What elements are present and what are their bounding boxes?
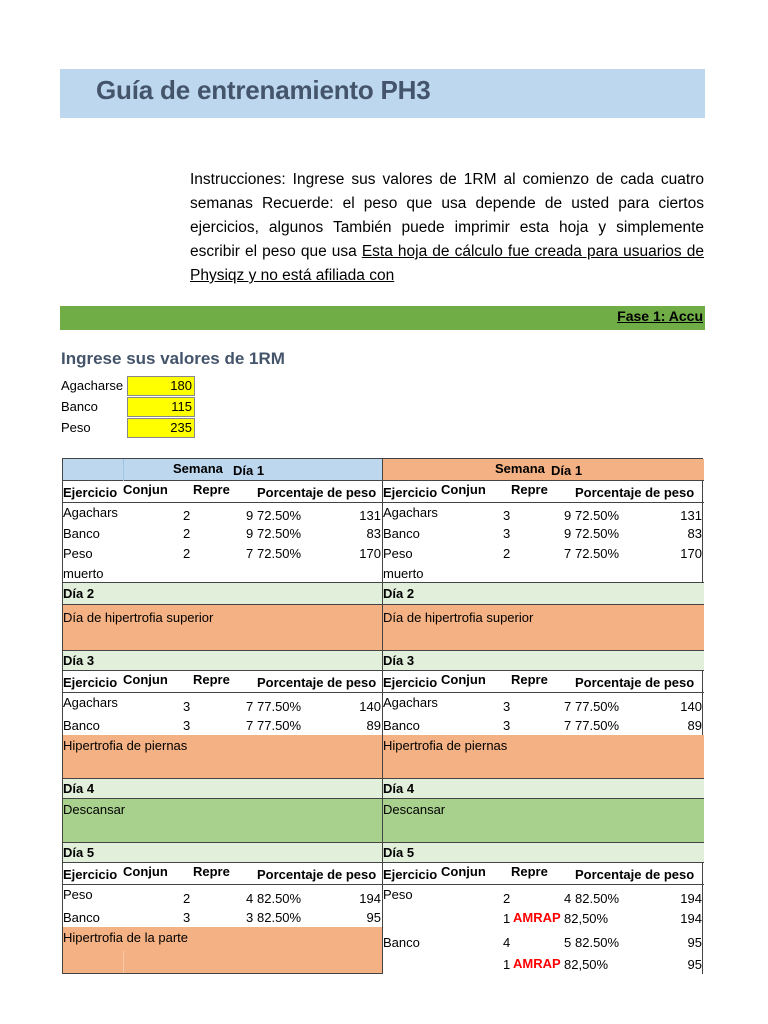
weight: 194 — [680, 891, 702, 906]
column-headers — [383, 671, 704, 693]
percent: 82.50% — [257, 891, 302, 906]
day-label: Día 3 — [383, 653, 415, 668]
table-row — [63, 885, 382, 907]
weight: 131 — [680, 508, 702, 523]
percent: 72.50% — [257, 546, 302, 561]
percent: 82,50% — [564, 911, 609, 926]
header-conjun: Conjun — [123, 864, 168, 879]
rm-label: Banco — [61, 399, 98, 414]
rm-row-bench — [61, 397, 201, 417]
weight: 170 — [359, 546, 381, 561]
table-row — [383, 931, 704, 953]
weight: 83 — [366, 526, 381, 541]
header-conjun: Conjun — [123, 482, 168, 497]
semana-label: Semana — [173, 461, 223, 476]
day-header — [63, 651, 382, 671]
note-text: Descansar — [383, 802, 446, 817]
header-porcentaje: Porcentaje de peso — [257, 675, 377, 690]
sets: 3 — [183, 910, 191, 925]
note-text: Día de hipertrofia superior — [383, 610, 534, 625]
header-ejercicio: Ejercicio — [383, 675, 438, 690]
reps: 7 — [246, 699, 254, 714]
day-label: Día 1 — [551, 463, 583, 478]
table-row — [63, 907, 382, 927]
note-text: Hipertrofia de la parte — [63, 930, 189, 945]
header-repre: Repre — [193, 864, 230, 879]
header-ejercicio: Ejercicio — [63, 867, 118, 882]
reps: 4 — [564, 891, 572, 906]
header-repre: Repre — [511, 864, 548, 879]
day-header — [383, 779, 704, 799]
header-porcentaje: Porcentaje de peso — [575, 485, 695, 500]
phase-label: Fase 1: Accu — [617, 308, 703, 324]
reps: 4 — [246, 891, 254, 906]
table-row — [63, 543, 382, 583]
day-note — [63, 927, 382, 974]
day-label: Día 4 — [63, 781, 95, 796]
week-column-left — [63, 459, 383, 974]
exercise: Agachars — [63, 505, 118, 520]
percent: 77.50% — [575, 699, 620, 714]
reps: 9 — [564, 508, 572, 523]
sets: 1 — [503, 911, 511, 926]
reps: 7 — [246, 546, 254, 561]
percent: 72.50% — [575, 526, 620, 541]
week-column-right — [383, 459, 704, 974]
header-ejercicio: Ejercicio — [63, 485, 118, 500]
day-note — [63, 735, 382, 779]
day-note — [63, 605, 382, 651]
rm-label: Agacharse — [61, 378, 124, 393]
rm-row-deadlift — [61, 418, 201, 438]
weight: 95 — [687, 935, 702, 950]
note-text: Día de hipertrofia superior — [63, 610, 214, 625]
weight: 140 — [680, 699, 702, 714]
sets: 3 — [503, 699, 511, 714]
table-row — [63, 523, 382, 543]
exercise: Banco — [63, 526, 100, 541]
weight: 83 — [687, 526, 702, 541]
percent: 82,50% — [564, 957, 609, 972]
column-headers — [383, 863, 704, 885]
sets: 2 — [503, 891, 511, 906]
exercise-cont: muerto — [63, 566, 104, 581]
percent: 72.50% — [575, 546, 620, 561]
header-repre: Repre — [511, 672, 548, 687]
percent: 72.50% — [257, 526, 302, 541]
instructions-paragraph — [190, 168, 704, 288]
sets: 1 — [503, 957, 511, 972]
reps: 5 — [564, 935, 572, 950]
percent: 72.50% — [257, 508, 302, 523]
header-repre: Repre — [193, 672, 230, 687]
header-conjun: Conjun — [123, 672, 168, 687]
header-conjun: Conjun — [441, 864, 486, 879]
day-label: Día 3 — [63, 653, 95, 668]
header-repre: Repre — [193, 482, 230, 497]
column-headers — [383, 481, 704, 503]
day-header — [383, 843, 704, 863]
header-ejercicio: Ejercicio — [383, 485, 438, 500]
exercise: Banco — [63, 910, 100, 925]
reps: 3 — [246, 910, 254, 925]
table-row — [383, 715, 704, 735]
weight: 140 — [359, 699, 381, 714]
header-conjun: Conjun — [441, 482, 486, 497]
reps: 7 — [564, 699, 572, 714]
percent: 72.50% — [575, 508, 620, 523]
weight: 89 — [687, 718, 702, 733]
reps: 7 — [246, 718, 254, 733]
exercise: Banco — [383, 526, 420, 541]
day-label: Día 2 — [63, 586, 95, 601]
sets: 2 — [183, 508, 191, 523]
training-table — [62, 458, 703, 974]
instructions-disclaimer: Esta hoja de cálculo fue creada para usuarios de Physiqz y no está afiliada con — [190, 243, 704, 284]
amrap-label: AMRAP — [513, 956, 561, 971]
semana-label: Semana — [495, 461, 545, 476]
instructions-text: Instrucciones: Ingrese sus valores de 1RM al comienzo de cada cuatro semanas Recuerde: el peso que usa depende de usted para ciertos ejercicios, algunos También puede imprimir esta hoja y simplemente escribir el peso que usa — [190, 171, 704, 260]
rm-row-squat — [61, 376, 201, 396]
weight: 170 — [680, 546, 702, 561]
rm-label: Peso — [61, 420, 91, 435]
header-porcentaje: Porcentaje de peso — [257, 485, 377, 500]
title-banner — [60, 69, 705, 118]
day-label: Día 2 — [383, 586, 415, 601]
weight: 89 — [366, 718, 381, 733]
amrap-label: AMRAP — [513, 910, 561, 925]
table-row — [383, 543, 704, 583]
sets: 3 — [503, 718, 511, 733]
weight: 194 — [359, 891, 381, 906]
weight: 95 — [687, 957, 702, 972]
reps: 9 — [246, 526, 254, 541]
table-row — [63, 715, 382, 735]
sets: 3 — [183, 699, 191, 714]
table-row — [383, 885, 704, 907]
sets: 3 — [503, 526, 511, 541]
exercise: Agachars — [63, 695, 118, 710]
exercise: Peso — [383, 546, 413, 561]
table-row — [63, 503, 382, 523]
day-label: Día 1 — [233, 463, 265, 478]
header-ejercicio: Ejercicio — [383, 867, 438, 882]
week-header — [383, 459, 704, 481]
reps: 7 — [564, 546, 572, 561]
table-row — [63, 693, 382, 715]
day-label: Día 4 — [383, 781, 415, 796]
column-headers — [63, 481, 382, 503]
note-text: Descansar — [63, 802, 126, 817]
header-porcentaje: Porcentaje de peso — [257, 867, 377, 882]
phase-banner — [60, 306, 705, 330]
header-porcentaje: Porcentaje de peso — [575, 675, 695, 690]
day-header — [63, 583, 382, 605]
percent: 77.50% — [257, 718, 302, 733]
reps: 7 — [564, 718, 572, 733]
sets: 4 — [503, 935, 511, 950]
header-porcentaje: Porcentaje de peso — [575, 867, 695, 882]
reps: 9 — [564, 526, 572, 541]
column-headers — [63, 863, 382, 885]
day-note — [383, 799, 704, 843]
column-headers — [63, 671, 382, 693]
weight: 95 — [366, 910, 381, 925]
rm-value-input[interactable]: 115 — [127, 397, 195, 417]
table-row — [383, 503, 704, 523]
reps: 9 — [246, 508, 254, 523]
table-row — [383, 693, 704, 715]
exercise-cont: muerto — [383, 566, 424, 581]
day-header — [63, 779, 382, 799]
day-label: Día 5 — [63, 845, 95, 860]
sets: 2 — [183, 891, 191, 906]
page-title: Guía de entrenamiento PH3 — [96, 75, 431, 105]
exercise: Agachars — [383, 695, 438, 710]
percent: 77.50% — [257, 699, 302, 714]
exercise: Banco — [383, 718, 420, 733]
exercise: Banco — [63, 718, 100, 733]
table-row — [383, 523, 704, 543]
sets: 2 — [503, 546, 511, 561]
percent: 82.50% — [575, 935, 620, 950]
exercise: Peso — [63, 887, 93, 902]
day-note — [383, 605, 704, 651]
percent: 82.50% — [575, 891, 620, 906]
weight: 194 — [680, 911, 702, 926]
day-label: Día 5 — [383, 845, 415, 860]
exercise: Peso — [383, 887, 413, 902]
sets: 2 — [183, 546, 191, 561]
sets: 3 — [183, 718, 191, 733]
table-row — [383, 953, 704, 974]
table-row — [383, 907, 704, 929]
percent: 77.50% — [575, 718, 620, 733]
sets: 2 — [183, 526, 191, 541]
rm-value-input[interactable]: 180 — [127, 376, 195, 396]
rm-value-input[interactable]: 235 — [127, 418, 195, 438]
day-header — [383, 651, 704, 671]
header-conjun: Conjun — [441, 672, 486, 687]
percent: 82.50% — [257, 910, 302, 925]
day-note — [383, 735, 704, 779]
weight: 131 — [359, 508, 381, 523]
exercise: Peso — [63, 546, 93, 561]
sets: 3 — [503, 508, 511, 523]
day-header — [63, 843, 382, 863]
header-repre: Repre — [511, 482, 548, 497]
rm-heading: Ingrese sus valores de 1RM — [61, 349, 285, 368]
week-header — [63, 459, 382, 481]
note-text: Hipertrofia de piernas — [63, 738, 188, 753]
note-text: Hipertrofia de piernas — [383, 738, 508, 753]
exercise: Banco — [383, 935, 420, 950]
day-note — [63, 799, 382, 843]
exercise: Agachars — [383, 505, 438, 520]
day-header — [383, 583, 704, 605]
header-ejercicio: Ejercicio — [63, 675, 118, 690]
